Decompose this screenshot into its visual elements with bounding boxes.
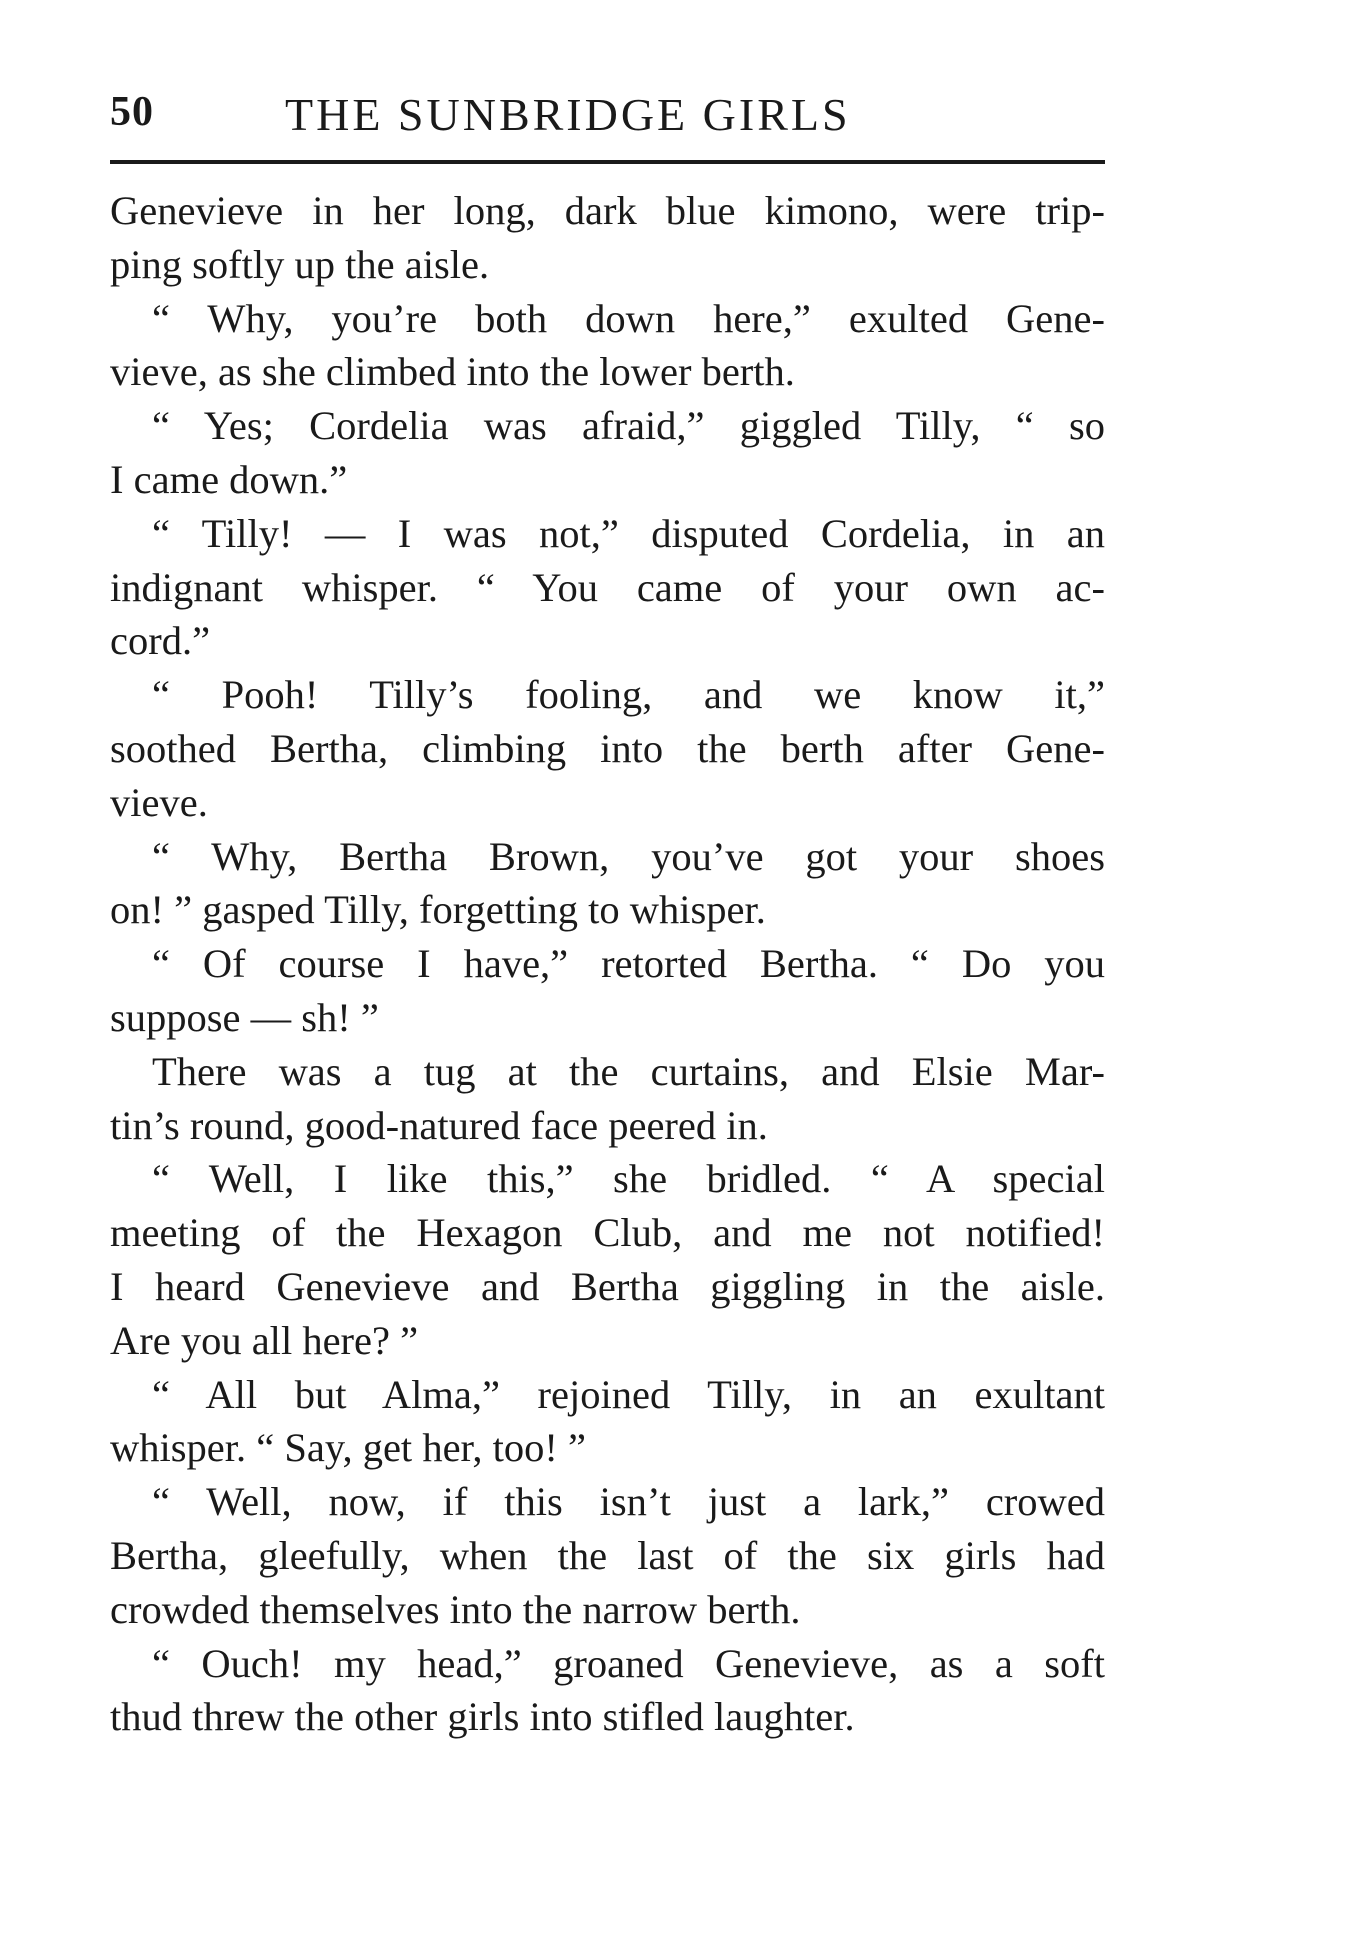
text-line: I heard Genevieve and Bertha giggling in the aisle. xyxy=(110,1263,1105,1309)
text-line: meeting of the Hexagon Club, and me not notified! xyxy=(110,1210,1105,1256)
text-line: indignant whisper. “ You came of your own ac- xyxy=(110,564,1105,610)
text-line: “ Well, I like this,” she bridled. “ A special xyxy=(152,1156,1105,1202)
text-line: whisper. “ Say, get her, too! ” xyxy=(110,1425,586,1471)
text-line: vieve, as she climbed into the lower berth. xyxy=(110,349,795,395)
text-line: There was a tug at the curtains, and Elsie Mar- xyxy=(152,1048,1105,1094)
text-line: “ Pooh! Tilly’s fooling, and we know it,” xyxy=(152,672,1105,718)
text-line: Are you all here? ” xyxy=(110,1317,419,1363)
text-line: vieve. xyxy=(110,779,208,825)
text-line: “ All but Alma,” rejoined Tilly, in an exultant xyxy=(152,1371,1105,1417)
text-line: “ Of course I have,” retorted Bertha. “ Do you xyxy=(152,941,1105,987)
text-line: “ Why, Bertha Brown, you’ve got your shoes xyxy=(152,833,1105,879)
running-title: THE SUNBRIDGE GIRLS xyxy=(285,89,851,140)
text-line: “ Ouch! my head,” groaned Genevieve, as a soft xyxy=(152,1640,1105,1686)
text-line: Genevieve in her long, dark blue kimono, were trip- xyxy=(110,188,1105,233)
text-line: thud threw the other girls into stifled laughter. xyxy=(110,1694,855,1740)
page-header xyxy=(110,88,1105,148)
text-line: tin’s round, good-natured face peered in. xyxy=(110,1102,768,1148)
text-line: cord.” xyxy=(110,618,211,664)
text-line: ping softly up the aisle. xyxy=(110,241,490,287)
text-line: “ Yes; Cordelia was afraid,” giggled Tilly, “ so xyxy=(152,403,1105,449)
text-line: crowded themselves into the narrow berth. xyxy=(110,1586,801,1632)
text-line: soothed Bertha, climbing into the berth after Gene- xyxy=(110,725,1105,771)
page-number: 50 xyxy=(110,89,154,135)
text-line: “ Why, you’re both down here,” exulted Gene- xyxy=(152,295,1105,341)
body-text xyxy=(110,184,1105,1744)
text-line: “ Tilly! — I was not,” disputed Cordelia, in an xyxy=(152,510,1105,556)
text-line: “ Well, now, if this isn’t just a lark,” crowed xyxy=(152,1479,1105,1525)
text-line: Bertha, gleefully, when the last of the six girls had xyxy=(110,1532,1105,1578)
text-line: suppose — sh! ” xyxy=(110,994,379,1040)
text-line: on! ” gasped Tilly, forgetting to whisper. xyxy=(110,887,766,933)
header-rule xyxy=(110,160,1105,164)
text-line: I came down.” xyxy=(110,456,348,502)
